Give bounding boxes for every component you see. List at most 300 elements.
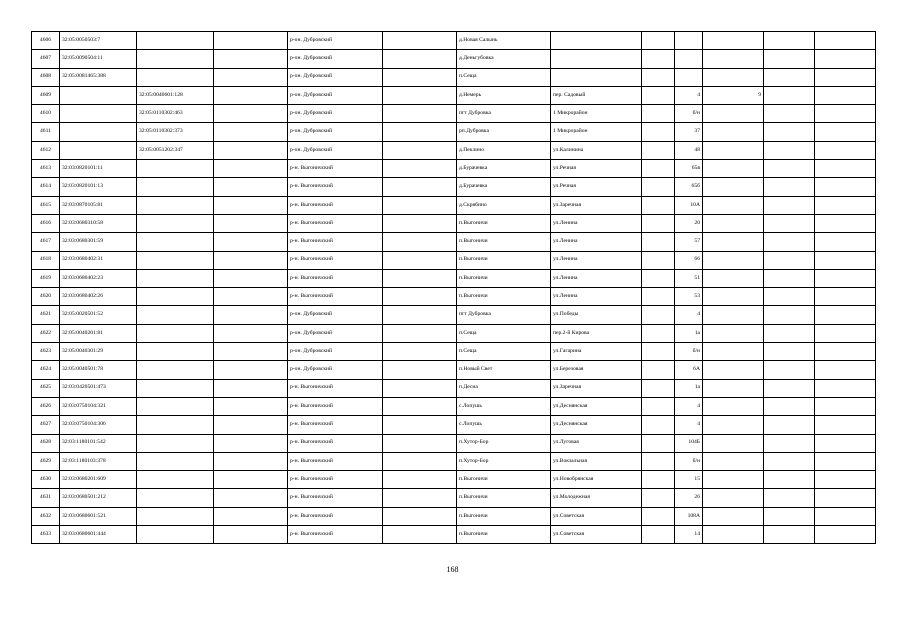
table-cell bbox=[214, 416, 288, 434]
table-cell: 20 bbox=[675, 214, 703, 232]
table-cell: ул.Гагарина bbox=[551, 343, 642, 361]
table-cell bbox=[214, 306, 288, 324]
table-cell bbox=[703, 160, 764, 178]
table-cell: 32:03:0680601:521 bbox=[60, 507, 137, 525]
table-cell: д.Новая Салынь bbox=[457, 32, 551, 50]
table-cell: ул.Ленина bbox=[551, 288, 642, 306]
table-cell bbox=[703, 526, 764, 544]
table-cell: с.Лопушь bbox=[457, 416, 551, 434]
table-cell bbox=[703, 196, 764, 214]
table-cell bbox=[642, 214, 675, 232]
table-cell bbox=[764, 160, 815, 178]
table-cell bbox=[137, 32, 214, 50]
table-cell bbox=[642, 50, 675, 68]
table-cell: б/н bbox=[675, 105, 703, 123]
table-cell: п.Хутор-Бор bbox=[457, 434, 551, 452]
table-cell: ул.Ленина bbox=[551, 251, 642, 269]
table-row bbox=[32, 269, 876, 287]
table-cell bbox=[642, 233, 675, 251]
table-cell bbox=[383, 306, 457, 324]
table-cell bbox=[551, 68, 642, 86]
table-cell: 32:03:0750104:321 bbox=[60, 397, 137, 415]
page-number: 168 bbox=[446, 565, 459, 574]
table-cell bbox=[703, 214, 764, 232]
table-cell bbox=[137, 233, 214, 251]
table-cell bbox=[214, 233, 288, 251]
table-cell: р-он. Дубровский bbox=[288, 343, 383, 361]
table-cell: ул.Советская bbox=[551, 507, 642, 525]
table-cell bbox=[383, 50, 457, 68]
table-cell: пер.2-й Кирова bbox=[551, 324, 642, 342]
table-cell: р-н. Выгоничский bbox=[288, 434, 383, 452]
table-cell bbox=[137, 306, 214, 324]
table-cell: п.Выгоничи bbox=[457, 526, 551, 544]
table-cell bbox=[815, 324, 876, 342]
table-cell bbox=[764, 68, 815, 86]
table-row bbox=[32, 105, 876, 123]
table-cell: р-он. Дубровский bbox=[288, 306, 383, 324]
table-cell bbox=[815, 32, 876, 50]
table-cell: 1 Микрорайон bbox=[551, 123, 642, 141]
table-cell: 4626 bbox=[32, 397, 60, 415]
table-cell: ул.Ленина bbox=[551, 269, 642, 287]
table-cell: р-н. Выгоничский bbox=[288, 489, 383, 507]
table-cell bbox=[214, 214, 288, 232]
table-cell: р-н. Выгоничский bbox=[288, 178, 383, 196]
table-cell: р-он. Дубровский bbox=[288, 123, 383, 141]
table-cell bbox=[551, 50, 642, 68]
table-cell bbox=[214, 471, 288, 489]
table-row bbox=[32, 68, 876, 86]
table-cell: р-н. Выгоничский bbox=[288, 251, 383, 269]
table-cell: 32:03:0680201:609 bbox=[60, 471, 137, 489]
table-cell bbox=[815, 251, 876, 269]
table-cell: 32:03:0820101:11 bbox=[60, 160, 137, 178]
table-cell: пер. Садовый bbox=[551, 86, 642, 104]
table-cell: п.Выгоничи bbox=[457, 507, 551, 525]
table-row bbox=[32, 526, 876, 544]
table-row bbox=[32, 214, 876, 232]
table-cell bbox=[815, 379, 876, 397]
table-cell: 57 bbox=[675, 233, 703, 251]
table-cell bbox=[815, 507, 876, 525]
table-cell: 32:03:0680310:58 bbox=[60, 214, 137, 232]
table-cell bbox=[703, 434, 764, 452]
table-cell bbox=[383, 141, 457, 159]
table-cell bbox=[214, 434, 288, 452]
table-cell: р-н. Выгоничский bbox=[288, 233, 383, 251]
table-cell bbox=[383, 343, 457, 361]
table-cell bbox=[642, 306, 675, 324]
table-cell: 4615 bbox=[32, 196, 60, 214]
table-cell: 4606 bbox=[32, 32, 60, 50]
table-cell bbox=[214, 507, 288, 525]
table-cell: р-н. Выгоничский bbox=[288, 196, 383, 214]
table-cell bbox=[764, 178, 815, 196]
table-cell: р-н. Выгоничский bbox=[288, 288, 383, 306]
table-cell bbox=[764, 379, 815, 397]
table-cell bbox=[764, 361, 815, 379]
table-cell bbox=[642, 178, 675, 196]
table-cell: д.Деньгубовка bbox=[457, 50, 551, 68]
table-cell: 4627 bbox=[32, 416, 60, 434]
table-cell: ул.Советская bbox=[551, 526, 642, 544]
table-cell: 32:03:1180101:542 bbox=[60, 434, 137, 452]
table-cell: ул.Деснянская bbox=[551, 397, 642, 415]
table-cell bbox=[815, 397, 876, 415]
table-row bbox=[32, 397, 876, 415]
table-cell: 4613 bbox=[32, 160, 60, 178]
table-cell bbox=[137, 416, 214, 434]
table-cell bbox=[815, 178, 876, 196]
table-cell bbox=[214, 123, 288, 141]
table-cell bbox=[642, 251, 675, 269]
table-cell: б/н bbox=[675, 452, 703, 470]
table-cell bbox=[815, 68, 876, 86]
table-cell: 32:05:0040601:128 bbox=[137, 86, 214, 104]
table-cell bbox=[675, 50, 703, 68]
table-row bbox=[32, 196, 876, 214]
table-cell: 4632 bbox=[32, 507, 60, 525]
table-row bbox=[32, 452, 876, 470]
table-cell bbox=[642, 416, 675, 434]
table-cell bbox=[214, 50, 288, 68]
table-cell: 32:05:0040301:29 bbox=[60, 343, 137, 361]
table-cell bbox=[764, 434, 815, 452]
table-cell bbox=[642, 361, 675, 379]
table-cell: пгт Дубровка bbox=[457, 306, 551, 324]
table-row bbox=[32, 123, 876, 141]
table-cell: 32:03:0820101:13 bbox=[60, 178, 137, 196]
table-cell bbox=[214, 489, 288, 507]
table-cell bbox=[60, 123, 137, 141]
table-cell bbox=[214, 105, 288, 123]
table-cell bbox=[703, 489, 764, 507]
table-cell bbox=[383, 160, 457, 178]
table-cell: с.Лопушь bbox=[457, 397, 551, 415]
table-cell bbox=[642, 288, 675, 306]
table-cell bbox=[137, 288, 214, 306]
table-cell bbox=[764, 507, 815, 525]
table-cell bbox=[551, 32, 642, 50]
table-cell: 32:03:0680601:444 bbox=[60, 526, 137, 544]
table-cell bbox=[642, 86, 675, 104]
table-row bbox=[32, 306, 876, 324]
table-cell: 26 bbox=[675, 489, 703, 507]
table-cell bbox=[214, 324, 288, 342]
table-cell: р-он. Дубровский bbox=[288, 141, 383, 159]
table-cell bbox=[137, 160, 214, 178]
table-cell: п.Сеща bbox=[457, 68, 551, 86]
table-cell: 4609 bbox=[32, 86, 60, 104]
table-cell: р-н. Выгоничский bbox=[288, 160, 383, 178]
table-cell: 32:03:0680402:26 bbox=[60, 288, 137, 306]
table-cell: 104Б bbox=[675, 434, 703, 452]
table-cell: 48 bbox=[675, 141, 703, 159]
table-cell: 32:05:0040501:78 bbox=[60, 361, 137, 379]
table-cell bbox=[383, 507, 457, 525]
table-cell bbox=[764, 50, 815, 68]
table-cell bbox=[764, 123, 815, 141]
table-cell: 37 bbox=[675, 123, 703, 141]
table-cell: ул.Ленина bbox=[551, 214, 642, 232]
table-row bbox=[32, 379, 876, 397]
table-cell: д.Бурачевка bbox=[457, 178, 551, 196]
table-cell bbox=[815, 343, 876, 361]
table-cell: 4623 bbox=[32, 343, 60, 361]
table-cell: р-н. Выгоничский bbox=[288, 269, 383, 287]
table-cell: ул.Калинина bbox=[551, 141, 642, 159]
table-cell bbox=[703, 452, 764, 470]
table-cell: 4633 bbox=[32, 526, 60, 544]
table-cell bbox=[383, 123, 457, 141]
table-cell: 32:03:0870105:81 bbox=[60, 196, 137, 214]
table-cell: п.Выгоничи bbox=[457, 269, 551, 287]
table-cell bbox=[137, 324, 214, 342]
table-cell bbox=[675, 68, 703, 86]
table-cell bbox=[764, 526, 815, 544]
table-cell: 66 bbox=[675, 251, 703, 269]
table-cell: р-он. Дубровский bbox=[288, 361, 383, 379]
table-cell bbox=[703, 379, 764, 397]
table-cell: 65в bbox=[675, 160, 703, 178]
table-cell: п.Выгоничи bbox=[457, 251, 551, 269]
table-cell: р-н. Выгоничский bbox=[288, 452, 383, 470]
table-cell: б/н bbox=[675, 343, 703, 361]
table-cell bbox=[703, 141, 764, 159]
table-cell bbox=[383, 32, 457, 50]
table-cell: р-н. Выгоничский bbox=[288, 397, 383, 415]
table-cell bbox=[383, 397, 457, 415]
table-cell: р-н. Выгоничский bbox=[288, 379, 383, 397]
table-cell bbox=[137, 361, 214, 379]
table-cell: 32:03:0680402:31 bbox=[60, 251, 137, 269]
table-cell: 4624 bbox=[32, 361, 60, 379]
table-cell: 4619 bbox=[32, 269, 60, 287]
table-cell: ул.Деснянская bbox=[551, 416, 642, 434]
table-cell bbox=[383, 526, 457, 544]
table-cell bbox=[642, 507, 675, 525]
table-cell bbox=[642, 526, 675, 544]
table-cell bbox=[383, 86, 457, 104]
table-cell: 4625 bbox=[32, 379, 60, 397]
table-cell bbox=[764, 269, 815, 287]
table-cell: 4631 bbox=[32, 489, 60, 507]
table-cell bbox=[137, 68, 214, 86]
table-cell bbox=[383, 251, 457, 269]
table-cell: ул.Молодежная bbox=[551, 489, 642, 507]
table-cell bbox=[703, 288, 764, 306]
table-cell bbox=[214, 343, 288, 361]
table-cell: 15 bbox=[675, 471, 703, 489]
table-cell: 108А bbox=[675, 507, 703, 525]
table-cell: 4618 bbox=[32, 251, 60, 269]
table-cell bbox=[383, 68, 457, 86]
table-cell bbox=[764, 288, 815, 306]
table-cell bbox=[137, 471, 214, 489]
table-cell bbox=[214, 251, 288, 269]
table-cell bbox=[764, 86, 815, 104]
table-cell bbox=[815, 416, 876, 434]
table-cell bbox=[703, 416, 764, 434]
table-cell bbox=[383, 379, 457, 397]
table-cell bbox=[137, 489, 214, 507]
table-cell bbox=[703, 324, 764, 342]
table-cell bbox=[214, 196, 288, 214]
table-cell: п.Выгоничи bbox=[457, 214, 551, 232]
table-cell bbox=[764, 343, 815, 361]
table-cell: 4629 bbox=[32, 452, 60, 470]
table-cell bbox=[815, 434, 876, 452]
table-cell: ул.Вокзальная bbox=[551, 452, 642, 470]
table-cell: п.Сеща bbox=[457, 343, 551, 361]
table-row bbox=[32, 471, 876, 489]
table-cell bbox=[137, 178, 214, 196]
table-cell bbox=[703, 32, 764, 50]
table-cell: 4608 bbox=[32, 68, 60, 86]
table-cell: пгт Дубровка bbox=[457, 105, 551, 123]
table-cell bbox=[383, 489, 457, 507]
table-cell: 4622 bbox=[32, 324, 60, 342]
table-cell bbox=[764, 306, 815, 324]
table-cell: р-он. Дубровский bbox=[288, 50, 383, 68]
table-cell bbox=[642, 379, 675, 397]
table-cell bbox=[764, 452, 815, 470]
table-cell bbox=[815, 123, 876, 141]
table-cell bbox=[815, 141, 876, 159]
table-cell bbox=[642, 452, 675, 470]
table-cell bbox=[815, 288, 876, 306]
table-cell: д.Бурачевка bbox=[457, 160, 551, 178]
table-cell: 32:03:0680501:212 bbox=[60, 489, 137, 507]
table-cell bbox=[137, 507, 214, 525]
table-cell bbox=[383, 324, 457, 342]
table-cell: р-он. Дубровский bbox=[288, 324, 383, 342]
table-cell bbox=[703, 251, 764, 269]
table-cell bbox=[383, 105, 457, 123]
table-cell bbox=[815, 489, 876, 507]
table-cell bbox=[642, 196, 675, 214]
table-cell bbox=[815, 471, 876, 489]
table-cell: 32:05:0110302:463 bbox=[137, 105, 214, 123]
table-cell bbox=[642, 397, 675, 415]
table-cell bbox=[764, 196, 815, 214]
table-cell: ул.Речная bbox=[551, 178, 642, 196]
registry-table bbox=[31, 31, 876, 544]
table-cell bbox=[137, 526, 214, 544]
table-cell bbox=[642, 269, 675, 287]
table-cell bbox=[60, 86, 137, 104]
table-cell: п.Десна bbox=[457, 379, 551, 397]
table-row bbox=[32, 141, 876, 159]
table-cell bbox=[815, 196, 876, 214]
table-cell bbox=[214, 288, 288, 306]
table-cell bbox=[815, 452, 876, 470]
table-cell bbox=[383, 288, 457, 306]
table-cell bbox=[137, 343, 214, 361]
table-cell: п.Хутор-Бор bbox=[457, 452, 551, 470]
table-cell bbox=[137, 379, 214, 397]
table-cell: 4 bbox=[675, 306, 703, 324]
table-cell bbox=[214, 178, 288, 196]
table-cell bbox=[703, 397, 764, 415]
table-cell bbox=[214, 269, 288, 287]
table-row bbox=[32, 507, 876, 525]
table-cell: 32:03:1180103:378 bbox=[60, 452, 137, 470]
table-cell: 4614 bbox=[32, 178, 60, 196]
table-cell bbox=[764, 416, 815, 434]
table-cell bbox=[642, 123, 675, 141]
table-cell: р-он. Дубровский bbox=[288, 68, 383, 86]
table-cell: рп.Дубровка bbox=[457, 123, 551, 141]
table-cell bbox=[764, 324, 815, 342]
table-cell bbox=[815, 50, 876, 68]
table-cell: 4630 bbox=[32, 471, 60, 489]
table-cell bbox=[137, 434, 214, 452]
table-cell: 1а bbox=[675, 379, 703, 397]
table-row bbox=[32, 324, 876, 342]
table-cell: 4621 bbox=[32, 306, 60, 324]
table-cell: 4628 bbox=[32, 434, 60, 452]
table-cell: 14 bbox=[675, 526, 703, 544]
table-cell bbox=[383, 471, 457, 489]
table-cell bbox=[703, 123, 764, 141]
table-cell bbox=[815, 269, 876, 287]
table-cell bbox=[703, 105, 764, 123]
table-cell bbox=[383, 416, 457, 434]
table-row bbox=[32, 343, 876, 361]
table-cell: 32:05:0081465:388 bbox=[60, 68, 137, 86]
table-cell: 32:03:0680402:23 bbox=[60, 269, 137, 287]
table-row bbox=[32, 489, 876, 507]
table-cell bbox=[137, 397, 214, 415]
table-cell: ул.Речная bbox=[551, 160, 642, 178]
table-cell bbox=[815, 160, 876, 178]
table-cell bbox=[214, 68, 288, 86]
table-cell bbox=[60, 105, 137, 123]
table-cell bbox=[642, 489, 675, 507]
table-cell: ул.Березовая bbox=[551, 361, 642, 379]
table-row bbox=[32, 288, 876, 306]
table-cell bbox=[642, 68, 675, 86]
table-cell bbox=[383, 233, 457, 251]
table-cell bbox=[642, 141, 675, 159]
table-cell bbox=[214, 379, 288, 397]
table-cell: 4617 bbox=[32, 233, 60, 251]
table-cell: п.Выгоничи bbox=[457, 288, 551, 306]
table-cell bbox=[383, 452, 457, 470]
table-cell: п.Выгоничи bbox=[457, 233, 551, 251]
table-cell bbox=[764, 471, 815, 489]
table-cell: п.Новый Свет bbox=[457, 361, 551, 379]
table-cell: 4611 bbox=[32, 123, 60, 141]
table-cell: п.Выгоничи bbox=[457, 489, 551, 507]
table-cell: д.Скрябино bbox=[457, 196, 551, 214]
table-cell bbox=[137, 214, 214, 232]
table-cell bbox=[703, 343, 764, 361]
table-cell bbox=[703, 269, 764, 287]
table-cell bbox=[815, 214, 876, 232]
table-cell: 4 bbox=[675, 86, 703, 104]
table-row bbox=[32, 361, 876, 379]
table-cell bbox=[764, 233, 815, 251]
table-cell: 4610 bbox=[32, 105, 60, 123]
table-cell: р-н. Выгоничский bbox=[288, 416, 383, 434]
table-cell: 32:03:0420501:473 bbox=[60, 379, 137, 397]
table-cell: 32:03:0680301:59 bbox=[60, 233, 137, 251]
table-cell bbox=[815, 361, 876, 379]
table-cell: 32:05:0110302:373 bbox=[137, 123, 214, 141]
